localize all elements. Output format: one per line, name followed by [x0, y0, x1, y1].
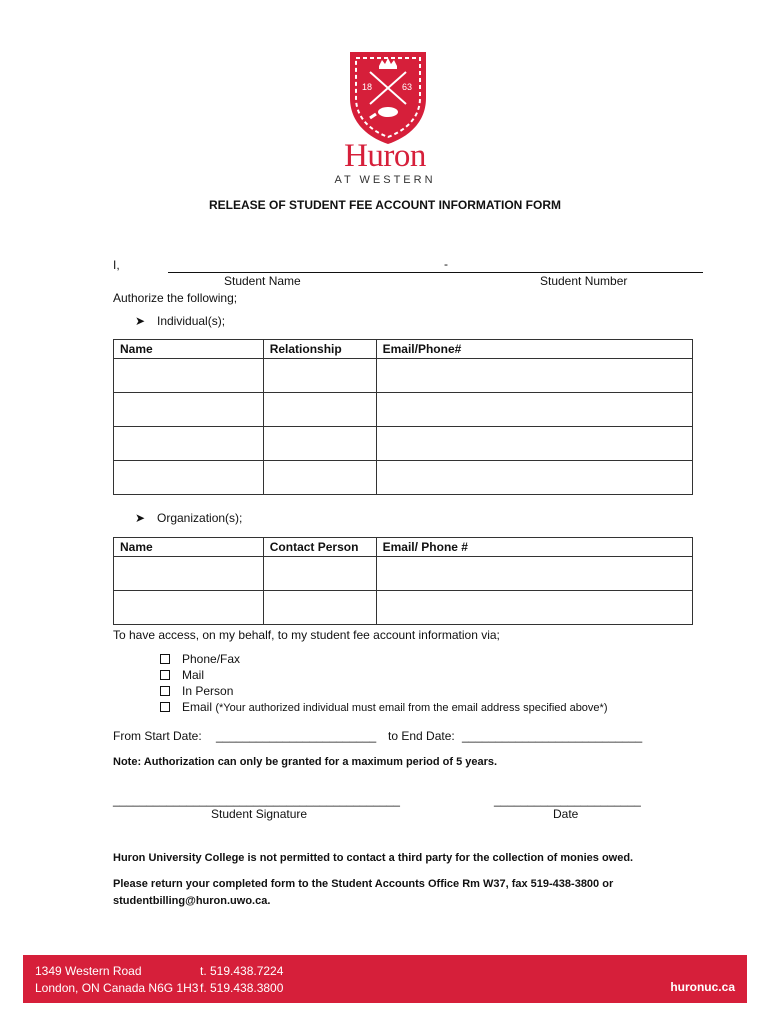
- checkbox[interactable]: [160, 670, 170, 680]
- date-label: Date: [553, 807, 579, 821]
- organizations-label: Organization(s);: [157, 511, 243, 525]
- i-label: I,: [113, 258, 120, 272]
- column-header: Name: [114, 340, 264, 359]
- email-note: (*Your authorized individual must email from the email address specified above*): [215, 702, 608, 714]
- crest-year-right: 63: [402, 82, 413, 92]
- table-cell[interactable]: [114, 427, 264, 461]
- brand-subtitle: AT WESTERN: [334, 174, 436, 186]
- table-row: [114, 427, 693, 461]
- table-cell[interactable]: [263, 427, 376, 461]
- form-title: RELEASE OF STUDENT FEE ACCOUNT INFORMATION FORM: [209, 198, 561, 212]
- huron-crest-logo: [346, 46, 430, 146]
- column-header: Name: [114, 538, 264, 557]
- table-cell[interactable]: [263, 359, 376, 393]
- to-end-date-label: to End Date:: [388, 729, 455, 743]
- table-cell[interactable]: [263, 557, 376, 591]
- table-cell[interactable]: [376, 461, 692, 495]
- table-row: [114, 591, 693, 625]
- option-label: Phone/Fax: [182, 652, 241, 666]
- table-cell[interactable]: [376, 427, 692, 461]
- option-label: In Person: [182, 684, 234, 698]
- table-cell[interactable]: [114, 359, 264, 393]
- footer-bar: [23, 955, 747, 1003]
- arrow-bullet-icon: ➤: [135, 511, 146, 525]
- table-cell[interactable]: [376, 393, 692, 427]
- individuals-table: [113, 339, 693, 495]
- option-mail[interactable]: [160, 668, 204, 682]
- date-field[interactable]: ______________________: [494, 793, 641, 807]
- footer-phone: t. 519.438.7224: [200, 964, 284, 978]
- column-header: Email/Phone#: [376, 340, 692, 359]
- table-cell[interactable]: [263, 461, 376, 495]
- student-signature-label: Student Signature: [211, 807, 308, 821]
- arrow-bullet-icon: ➤: [135, 314, 146, 328]
- checkbox[interactable]: [160, 654, 170, 664]
- name-number-dash: -: [444, 257, 448, 271]
- table-cell[interactable]: [114, 393, 264, 427]
- column-header: Relationship: [263, 340, 376, 359]
- column-header: Email/ Phone #: [376, 538, 692, 557]
- checkbox[interactable]: [160, 686, 170, 696]
- organizations-heading: [135, 511, 242, 525]
- organizations-table: [113, 537, 693, 625]
- brand-name: Huron: [344, 138, 426, 174]
- individuals-label: Individual(s);: [157, 314, 226, 328]
- crest-year-left: 18: [362, 82, 373, 92]
- end-date-field[interactable]: ___________________________: [462, 729, 643, 743]
- option-email[interactable]: [160, 700, 608, 714]
- table-row: [114, 557, 693, 591]
- student-number-label: Student Number: [540, 274, 628, 288]
- table-row: [114, 393, 693, 427]
- option-phone-fax[interactable]: [160, 652, 240, 666]
- table-cell[interactable]: [114, 461, 264, 495]
- return-instructions-line2: studentbilling@huron.uwo.ca.: [113, 895, 271, 907]
- return-instructions-line1: Please return your completed form to the Student Accounts Office Rm W37, fax 519-438-3800 or: [113, 878, 614, 890]
- table-header-row: [114, 538, 693, 557]
- option-label: Mail: [182, 668, 205, 682]
- column-header: Contact Person: [263, 538, 376, 557]
- access-text: To have access, on my behalf, to my student fee account information via;: [113, 628, 500, 642]
- table-cell[interactable]: [114, 591, 264, 625]
- individuals-heading: [135, 314, 225, 328]
- table-cell[interactable]: [263, 591, 376, 625]
- table-header-row: [114, 340, 693, 359]
- table-cell[interactable]: [376, 359, 692, 393]
- authorize-text: Authorize the following;: [113, 291, 238, 305]
- authorization-note: Note: Authorization can only be granted for a maximum period of 5 years.: [113, 756, 498, 768]
- table-cell[interactable]: [376, 591, 692, 625]
- footer-address-line1: 1349 Western Road: [35, 964, 142, 978]
- footer-website-link[interactable]: huronuc.ca: [670, 980, 735, 994]
- footer-address-line2: London, ON Canada N6G 1H3: [35, 981, 199, 995]
- table-row: [114, 461, 693, 495]
- third-party-notice: Huron University College is not permitted to contact a third party for the collection of monies owed.: [113, 852, 634, 864]
- footer-fax: f. 519.438.3800: [200, 981, 284, 995]
- from-start-date-label: From Start Date:: [113, 729, 202, 743]
- table-row: [114, 359, 693, 393]
- student-name-number-line[interactable]: [168, 272, 703, 273]
- table-cell[interactable]: [114, 557, 264, 591]
- student-name-label: Student Name: [224, 274, 301, 288]
- option-label: Email: [182, 700, 213, 714]
- table-cell[interactable]: [376, 557, 692, 591]
- checkbox[interactable]: [160, 702, 170, 712]
- table-cell[interactable]: [263, 393, 376, 427]
- signature-field[interactable]: ___________________________________________: [113, 793, 400, 807]
- start-date-field[interactable]: ________________________: [216, 729, 377, 743]
- option-in-person[interactable]: [160, 684, 233, 698]
